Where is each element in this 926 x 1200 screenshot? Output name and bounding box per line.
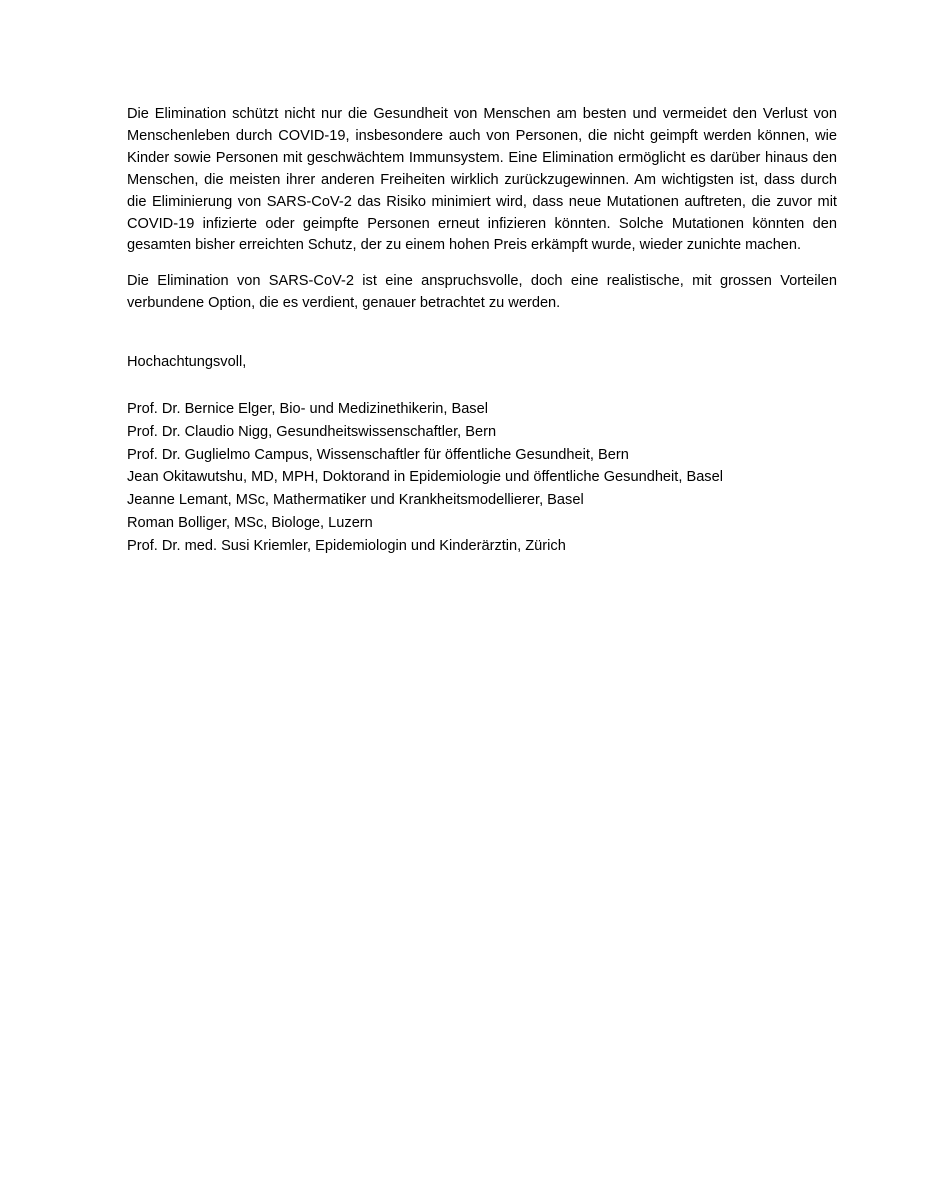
- signatory-item: Jeanne Lemant, MSc, Mathermatiker und Krankheitsmodellierer, Basel: [127, 492, 584, 509]
- signatory-item: Prof. Dr. Bernice Elger, Bio- und Medizinethikerin, Basel: [127, 401, 488, 418]
- closing-salutation: Hochachtungsvoll,: [127, 354, 247, 371]
- signatory-item: Jean Okitawutshu, MD, MPH, Doktorand in Epidemiologie und öffentliche Gesundheit, Basel: [127, 469, 723, 486]
- signatory-item: Prof. Dr. Claudio Nigg, Gesundheitswissenschaftler, Bern: [127, 423, 497, 440]
- letter-page: [127, 104, 837, 572]
- signatory-item: Roman Bolliger, MSc, Biologe, Luzern: [127, 515, 373, 532]
- body-paragraph-elimination-benefits: Die Elimination schützt nicht nur die Gesundheit von Menschen am besten und vermeidet den Verlust von Menschenleben durch COVID-19, insbesondere auch von Personen, die nicht geimpft werden können, wie Kinder sowie Personen mit geschwächtem Immunsystem. Eine Elimination ermöglicht es darüber hinaus den Menschen, die meisten ihrer anderen Freiheiten wirklich zurückzugewinnen. Am wichtigsten ist, dass durch die Eliminierung von SARS-CoV-2 das Risiko minimiert wird, dass neue Mutationen auftreten, die zuvor mit COVID-19 infizierte oder geimpfte Personen erneut infizieren könnten. Solche Mutationen könnten den gesamten bisher erreichten Schutz, der zu einem hohen Preis erkämpft wurde, wieder zunichte machen.: [127, 106, 837, 254]
- signatory-item: Prof. Dr. Guglielmo Campus, Wissenschaftler für öffentliche Gesundheit, Bern: [127, 446, 629, 463]
- signatory-item: Prof. Dr. med. Susi Kriemler, Epidemiologin und Kinderärztin, Zürich: [127, 537, 566, 554]
- signatory-list: [127, 398, 837, 558]
- body-paragraph-conclusion: Die Elimination von SARS-CoV-2 ist eine anspruchsvolle, doch eine realistische, mit grossen Vorteilen verbundene Option, die es verdient, genauer betrachtet zu werden.: [127, 273, 837, 312]
